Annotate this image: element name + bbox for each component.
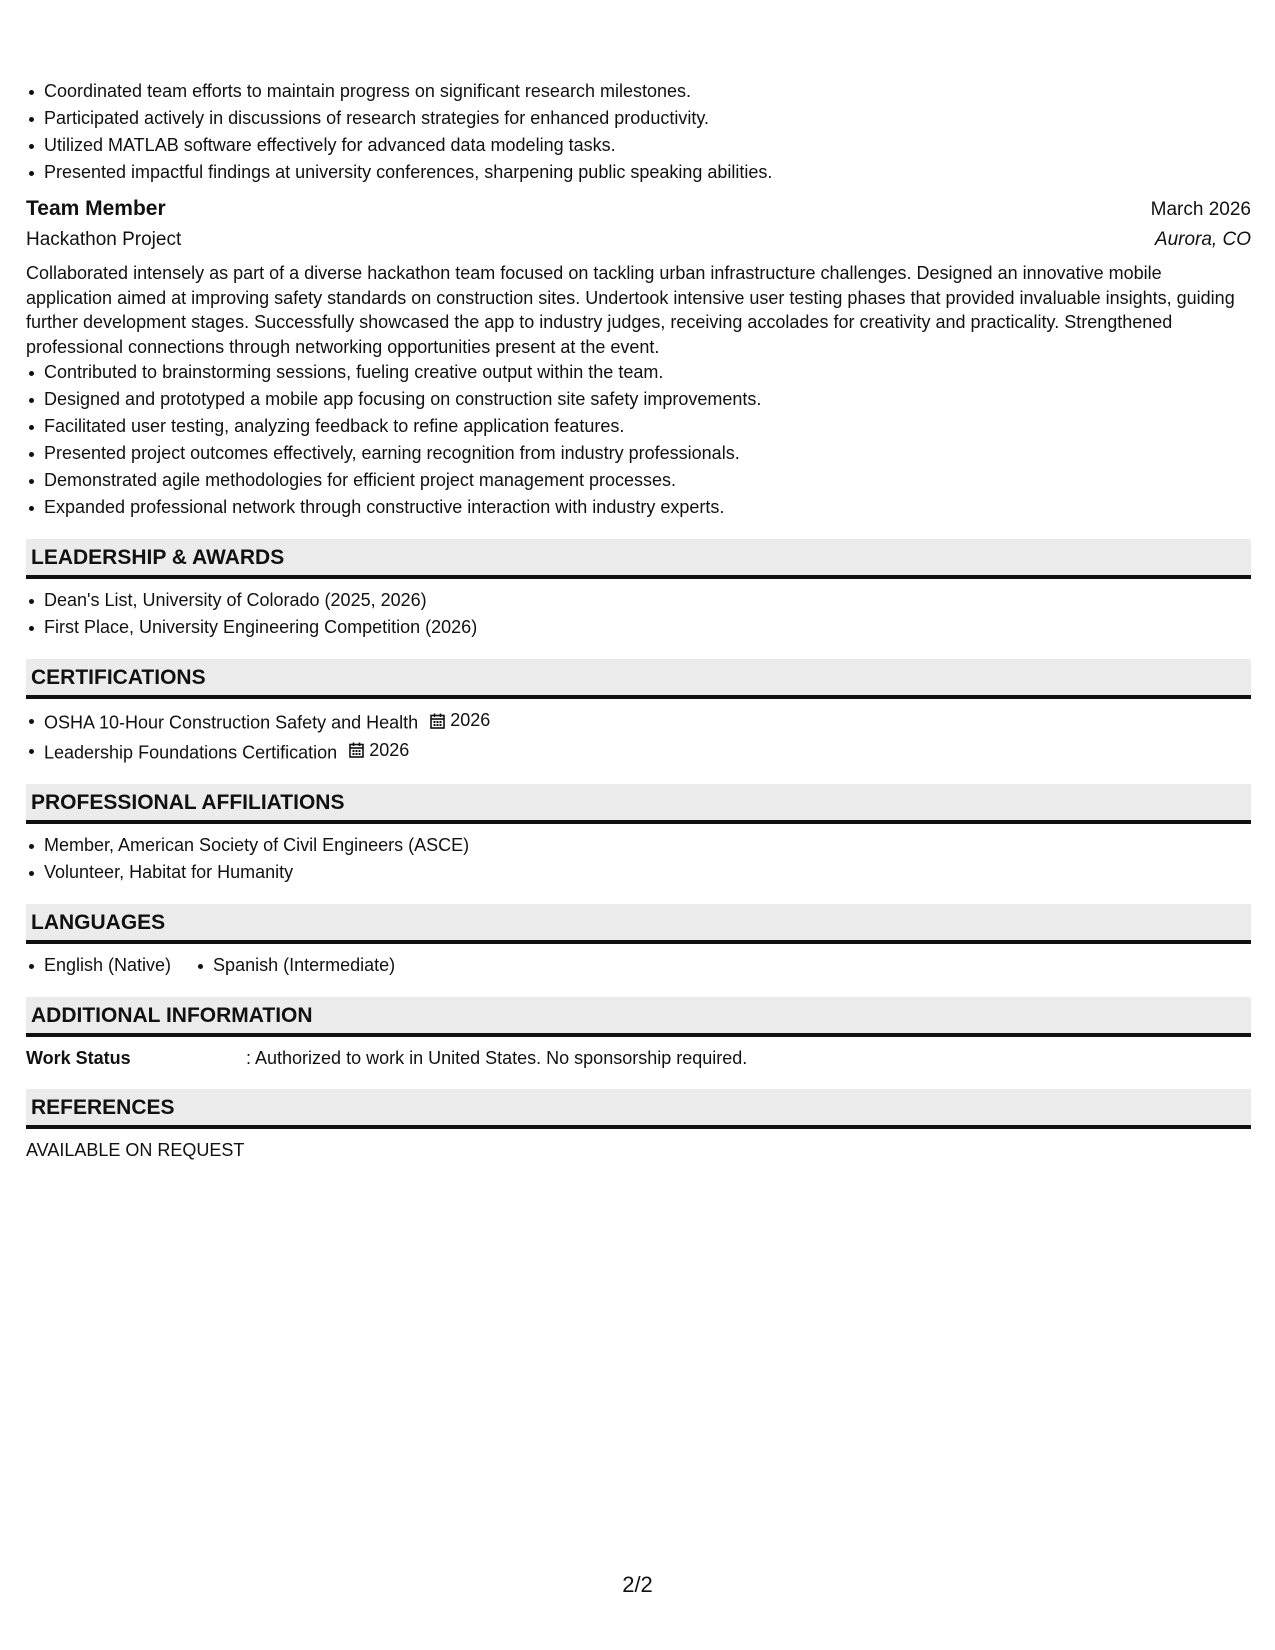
references-text: AVAILABLE ON REQUEST: [26, 1140, 245, 1160]
certification-date: [430, 707, 490, 734]
work-status-value: : Authorized to work in United States. No sponsorship required.: [246, 1048, 748, 1068]
list-item: Member, American Society of Civil Engineers (ASCE): [26, 832, 1251, 859]
list-item: Utilized MATLAB software effectively for advanced data modeling tasks.: [26, 132, 1251, 159]
role-bullets: [26, 359, 1251, 521]
role-location: Aurora, CO: [1154, 229, 1251, 250]
list-item: Volunteer, Habitat for Humanity: [26, 859, 1251, 886]
certification-item: [26, 737, 1251, 767]
certification-name: Leadership Foundations Certification: [44, 742, 338, 762]
previous-role-bullets: [26, 78, 1251, 186]
page-number: 2/2: [622, 1572, 653, 1597]
language-item: Spanish (Intermediate): [195, 952, 395, 979]
list-item: Facilitated user testing, analyzing feedback to refine application features.: [26, 413, 1251, 440]
resume-page: [26, 78, 1251, 1163]
additional-info-heading: ADDITIONAL INFORMATION: [26, 997, 1251, 1037]
list-item: Participated actively in discussions of research strategies for enhanced productivity.: [26, 105, 1251, 132]
language-item: English (Native): [26, 952, 171, 979]
certification-year: 2026: [450, 710, 491, 730]
list-item: Dean's List, University of Colorado (2025, 2026): [26, 587, 1251, 614]
certification-name: OSHA 10-Hour Construction Safety and Health: [44, 712, 419, 733]
certification-item: [26, 707, 1251, 737]
role-title: Team Member: [26, 197, 166, 220]
leadership-heading: LEADERSHIP & AWARDS: [26, 539, 1251, 579]
list-item: First Place, University Engineering Competition (2026): [26, 614, 1251, 641]
calendar-icon: [430, 713, 445, 729]
list-item: Expanded professional network through constructive interaction with industry experts.: [26, 494, 1251, 521]
list-item: Presented project outcomes effectively, earning recognition from industry professionals.: [26, 440, 1251, 467]
leadership-list: [26, 587, 1251, 641]
languages-heading: LANGUAGES: [26, 904, 1251, 944]
role-description: Collaborated intensely as part of a diverse hackathon team focused on tackling urban infrastructure challenges. Designed an innovative mobile application aimed at improving safety standards on construction sites. Undertook intensive user testing phases that provided invaluable insights, guiding further development stages. Successfully showcased the app to industry judges, receiving accolades for creativity and practicality. Strengthened professional connections through networking opportunities present at the event.: [26, 263, 1235, 357]
certification-date: [349, 737, 409, 764]
list-item: Presented impactful findings at university conferences, sharpening public speaking abilities.: [26, 159, 1251, 186]
certifications-heading: CERTIFICATIONS: [26, 659, 1251, 699]
calendar-icon: [349, 742, 364, 758]
work-status-row: [26, 1045, 1251, 1071]
list-item: Demonstrated agile methodologies for efficient project management processes.: [26, 467, 1251, 494]
references-heading: REFERENCES: [26, 1089, 1251, 1129]
role-date: March 2026: [1150, 199, 1251, 220]
affiliations-list: [26, 832, 1251, 886]
list-item: Designed and prototyped a mobile app focusing on construction site safety improvements.: [26, 386, 1251, 413]
role-organization: Hackathon Project: [26, 229, 182, 250]
role-header: [26, 194, 1251, 225]
affiliations-heading: PROFESSIONAL AFFILIATIONS: [26, 784, 1251, 824]
list-item: Contributed to brainstorming sessions, fueling creative output within the team.: [26, 359, 1251, 386]
languages-list: [26, 952, 1251, 979]
certification-year: 2026: [369, 739, 410, 760]
certifications-list: [26, 707, 1251, 766]
role-subheader: [26, 225, 1251, 255]
work-status-label: Work Status: [26, 1048, 131, 1068]
list-item: Coordinated team efforts to maintain progress on significant research milestones.: [26, 78, 1251, 105]
